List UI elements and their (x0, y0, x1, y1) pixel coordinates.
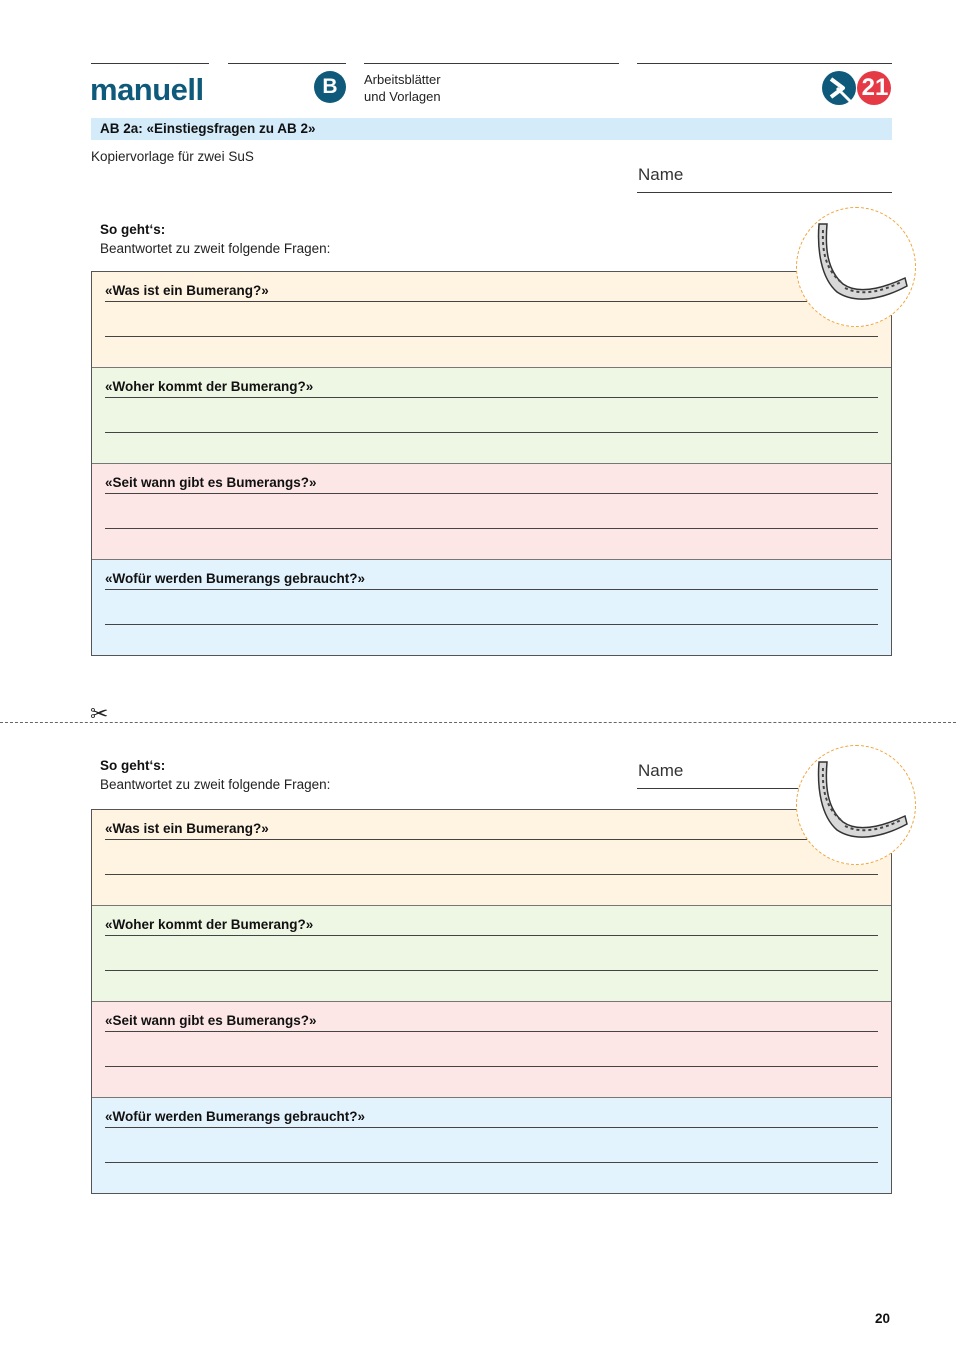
answer-line[interactable] (105, 301, 878, 302)
answer-line[interactable] (105, 397, 878, 398)
question-text: «Seit wann gibt es Bumerangs?» (105, 1013, 317, 1028)
question-text: «Seit wann gibt es Bumerangs?» (105, 475, 317, 490)
question-row (92, 1098, 891, 1193)
instructions-heading: So geht‘s: (100, 222, 166, 237)
scissors-icon: ✂ (90, 701, 109, 726)
worksheet-title-bar (91, 118, 892, 140)
instructions-text: Beantwortet zu zweit folgende Fragen: (100, 241, 331, 256)
worksheet-subtitle: Kopiervorlage für zwei SuS (91, 149, 254, 164)
answer-line[interactable] (105, 624, 878, 625)
question-text: «Woher kommt der Bumerang?» (105, 379, 314, 394)
question-row (92, 560, 891, 655)
answer-line[interactable] (105, 493, 878, 494)
boomerang-illustration-icon (797, 208, 915, 326)
answer-line[interactable] (105, 589, 878, 590)
question-row (92, 1002, 891, 1098)
boomerang-badge (796, 207, 916, 327)
header-rule-3 (364, 63, 619, 64)
answer-line[interactable] (105, 935, 878, 936)
answer-line[interactable] (105, 1031, 878, 1032)
question-row (92, 906, 891, 1002)
header-rule-4 (637, 63, 892, 64)
name-label: Name (638, 165, 684, 184)
answer-line[interactable] (105, 839, 878, 840)
boomerang-badge (796, 745, 916, 865)
answer-line[interactable] (105, 528, 878, 529)
question-row (92, 810, 891, 906)
boomerang-illustration-icon (797, 746, 915, 864)
header-rule-2 (228, 63, 346, 64)
series-line-2: und Vorlagen (364, 89, 441, 104)
question-row (92, 368, 891, 464)
answer-line[interactable] (105, 1162, 878, 1163)
question-text: «Was ist ein Bumerang?» (105, 283, 269, 298)
question-row (92, 464, 891, 560)
page-number: 20 (875, 1311, 891, 1326)
question-text: «Was ist ein Bumerang?» (105, 821, 269, 836)
question-text: «Wofür werden Bumerangs gebraucht?» (105, 571, 366, 586)
header-rule-1 (91, 63, 209, 64)
edition-number: 21 (861, 74, 889, 101)
instructions-text: Beantwortet zu zweit folgende Fragen: (100, 777, 331, 792)
edition-logo (822, 70, 894, 106)
instructions-heading: So geht‘s: (100, 758, 166, 773)
question-text: «Woher kommt der Bumerang?» (105, 917, 314, 932)
section-badge: B (314, 71, 346, 103)
brand-logo: manuell (90, 72, 204, 107)
question-box (91, 271, 892, 656)
name-line[interactable] (637, 192, 892, 193)
answer-line[interactable] (105, 1127, 878, 1128)
answer-line[interactable] (105, 874, 878, 875)
answer-line[interactable] (105, 1066, 878, 1067)
question-text: «Wofür werden Bumerangs gebraucht?» (105, 1109, 366, 1124)
name-label: Name (638, 761, 684, 780)
question-box (91, 809, 892, 1194)
question-row (92, 272, 891, 368)
series-line-1: Arbeitsblätter (364, 72, 441, 87)
answer-line[interactable] (105, 432, 878, 433)
worksheet-title: AB 2a: «Einstiegsfragen zu AB 2» (100, 121, 316, 136)
series-label (364, 71, 441, 105)
cut-line (0, 722, 956, 723)
answer-line[interactable] (105, 970, 878, 971)
answer-line[interactable] (105, 336, 878, 337)
name-line[interactable] (637, 788, 807, 789)
